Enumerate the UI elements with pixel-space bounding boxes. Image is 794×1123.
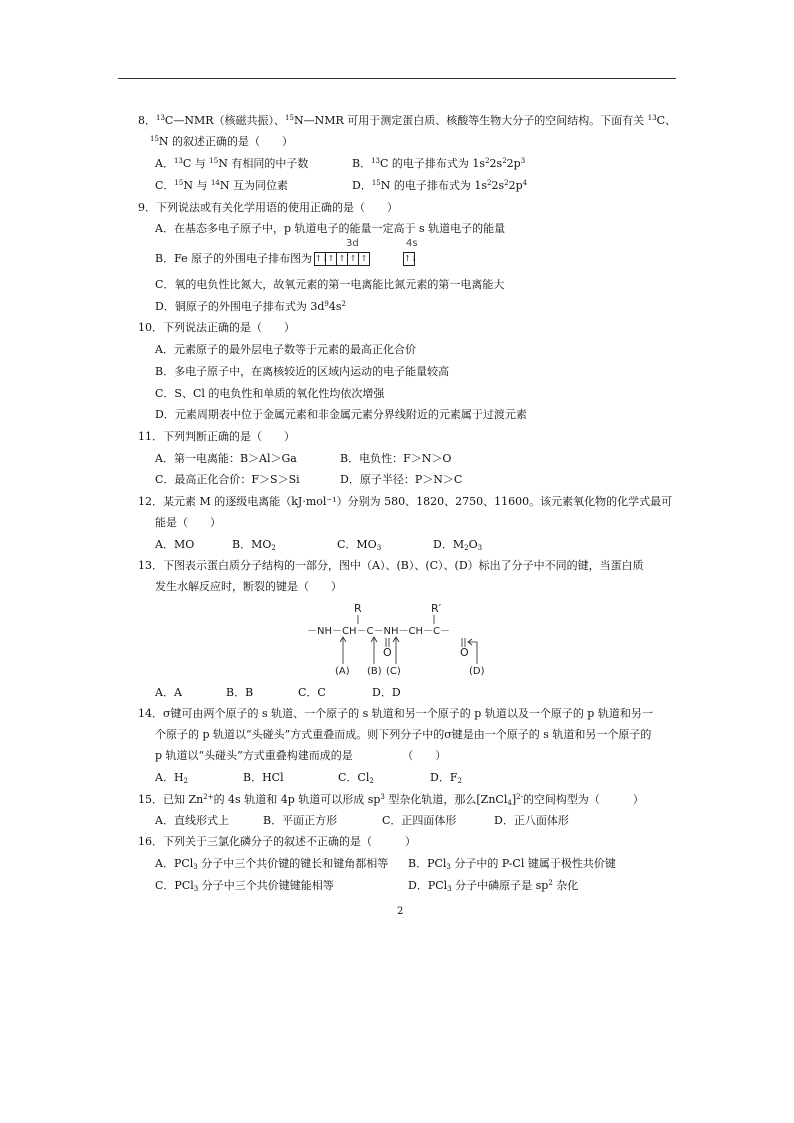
q9-orbital-4s xyxy=(403,252,418,268)
q10-option-d: D．元素周期表中位于金属元素和非金属元素分界线附近的元素属于过渡元素 xyxy=(155,408,527,421)
q14-stem-line3: p 轨道以“头碰头”方式重叠构建而成的是 （ ） xyxy=(155,749,447,762)
q15-option-d: D．正八面体形 xyxy=(494,814,569,827)
q16-option-d: D．PCl$_3$ 分子中磷原子是 $sp^2$ 杂化 xyxy=(408,879,579,893)
fig-label-a: (A) xyxy=(335,666,350,677)
q10-stem: 10．下列说法正确的是（ ） xyxy=(138,321,295,334)
q14-option-a: A．$H_2$ xyxy=(155,771,189,785)
fig-label-d: (D) xyxy=(469,666,485,677)
q9-option-a: A．在基态多电子原子中，p 轨道电子的能量一定高于 s 轨道电子的能量 xyxy=(155,222,506,235)
q12-option-d: D．$M_2O_3$ xyxy=(433,538,483,552)
fig-label-c: (C) xyxy=(386,666,401,677)
q16-option-c: C．PCl$_3$ 分子中三个共价键键能相等 xyxy=(155,879,334,893)
orbital-box: ↑ xyxy=(325,252,337,266)
q15-option-c: C．正四面体形 xyxy=(382,814,457,827)
q16-option-b: B．PCl$_3$ 分子中的 P-Cl 键属于极性共价键 xyxy=(408,857,616,871)
q10-option-c: C．S、Cl 的电负性和单质的氧化性均依次增强 xyxy=(155,387,385,400)
q12-stem-line1: 12．某元素 M 的逐级电离能（kJ·mol⁻¹）分别为 580、1820、2750、11600。该元素氧化物的化学式最可 xyxy=(138,495,673,508)
q8-option-a: A．$^{13}$C 与 $^{15}$N 有相同的中子数 xyxy=(155,157,309,170)
q9-option-b: B．Fe 原子的外围电子排布图为 xyxy=(155,252,313,265)
q11-stem: 11．下列判断正确的是（ ） xyxy=(138,430,295,443)
q13-option-b: B．B xyxy=(226,686,254,699)
q11-option-c: C．最高正化合价：F＞S＞Si xyxy=(155,473,300,486)
q14-option-b: B．HCl xyxy=(243,771,284,784)
q8-stem-line1: 8．$^{13}$C—NMR（核磁共振）、$^{15}$N—NMR 可用于测定蛋白质、核酸等生物大分子的空间结构。下面有关 $^{13}$C、 xyxy=(138,114,677,127)
q11-option-b: B．电负性：F＞N＞O xyxy=(340,452,452,465)
q14-stem-line1: 14．σ键可由两个原子的 s 轨道、一个原子的 s 轨道和另一个原子的 p 轨道以及一个原子的 p 轨道和另一 xyxy=(138,707,653,720)
peptide-structure-figure xyxy=(305,598,495,678)
q12-option-c: C．$MO_3$ xyxy=(337,538,382,552)
q8-option-d: D．$^{15}$N 的电子排布式为 $1s^22s^22p^4$ xyxy=(352,179,528,192)
q15-stem: 15．已知 $Zn^{2+}$的 4s 轨道和 4p 轨道可以形成 $sp^3$ 型杂化轨道，那么[ZnCl$_4$]$^{2-}$的空间构型为（ ） xyxy=(138,793,644,807)
q13-stem-line2: 发生水解反应时，断裂的键是（ ） xyxy=(155,580,342,593)
q13-stem-line1: 13．下图表示蛋白质分子结构的一部分，图中（A）、(B）、(C）、(D）标出了分子中不同的键，当蛋白质 xyxy=(138,559,644,572)
orbital-box: ↑↓ xyxy=(403,252,415,266)
q12-option-a: A．MO xyxy=(155,538,195,551)
q14-stem-line2: 个原子的 p 轨道以“头碰头”方式重叠而成。则下列分子中的σ键是由一个原子的 s 轨道和另一个原子的 xyxy=(155,728,652,741)
fig-o2: O xyxy=(460,646,469,659)
q9-label-4s: 4s xyxy=(406,238,418,249)
q11-option-a: A．第一电离能：B＞Al＞Ga xyxy=(155,452,297,465)
q14-option-d: D．$F_2$ xyxy=(430,771,462,785)
fig-r-prime: R′ xyxy=(431,602,442,615)
q9-orbital-3d xyxy=(314,252,369,268)
q10-option-a: A．元素原子的最外层电子数等于元素的最高正化合价 xyxy=(155,343,416,356)
q11-option-d: D．原子半径：P＞N＞C xyxy=(340,473,463,486)
orbital-box: ↑ xyxy=(336,252,348,266)
fig-chain: －NH－CH－C－NH－CH－C－ xyxy=(307,626,450,637)
fig-arrow-d xyxy=(468,642,477,664)
q9-label-3d: 3d xyxy=(346,238,359,249)
orbital-box: ↑↓ xyxy=(314,252,326,266)
q14-option-c: C．$Cl_2$ xyxy=(338,771,374,785)
q13-option-d: D．D xyxy=(372,686,401,699)
q12-option-b: B．$MO_2$ xyxy=(232,538,276,552)
fig-r: R xyxy=(354,602,362,615)
q8-stem-line2: $^{15}$N 的叙述正确的是（ ） xyxy=(150,135,294,148)
q9-option-d: D．铜原子的外围电子排布式为 $3d^94s^2$ xyxy=(155,300,346,313)
orbital-box: ↑ xyxy=(347,252,359,266)
fig-label-b: (B) xyxy=(367,666,382,677)
q16-stem: 16．下列关于三氯化磷分子的叙述不正确的是（ ） xyxy=(138,835,416,848)
q8-option-b: B．$^{13}$C 的电子排布式为 $1s^22s^22p^3$ xyxy=(352,157,526,170)
q15-option-a: A．直线形式上 xyxy=(155,814,229,827)
q8-option-c: C．$^{15}$N 与 $^{14}$N 互为同位素 xyxy=(155,179,289,192)
q15-option-b: B．平面正方形 xyxy=(263,814,338,827)
header-rule xyxy=(118,78,676,79)
q16-option-a: A．PCl$_3$ 分子中三个共价键的键长和键角都相等 xyxy=(155,857,389,871)
q13-option-c: C．C xyxy=(298,686,326,699)
q10-option-b: B．多电子原子中，在离核较近的区域内运动的电子能量较高 xyxy=(155,365,450,378)
q13-option-a: A．A xyxy=(155,686,182,699)
q9-option-c: C．氧的电负性比氮大，故氧元素的第一电离能比氮元素的第一电离能大 xyxy=(155,278,505,291)
orbital-box: ↑ xyxy=(358,252,370,266)
page-number: 2 xyxy=(397,906,404,917)
q12-stem-line2: 能是（ ） xyxy=(155,516,221,529)
fig-o1: O xyxy=(383,646,392,659)
q9-stem: 9．下列说法或有关化学用语的使用正确的是（ ） xyxy=(138,201,398,214)
